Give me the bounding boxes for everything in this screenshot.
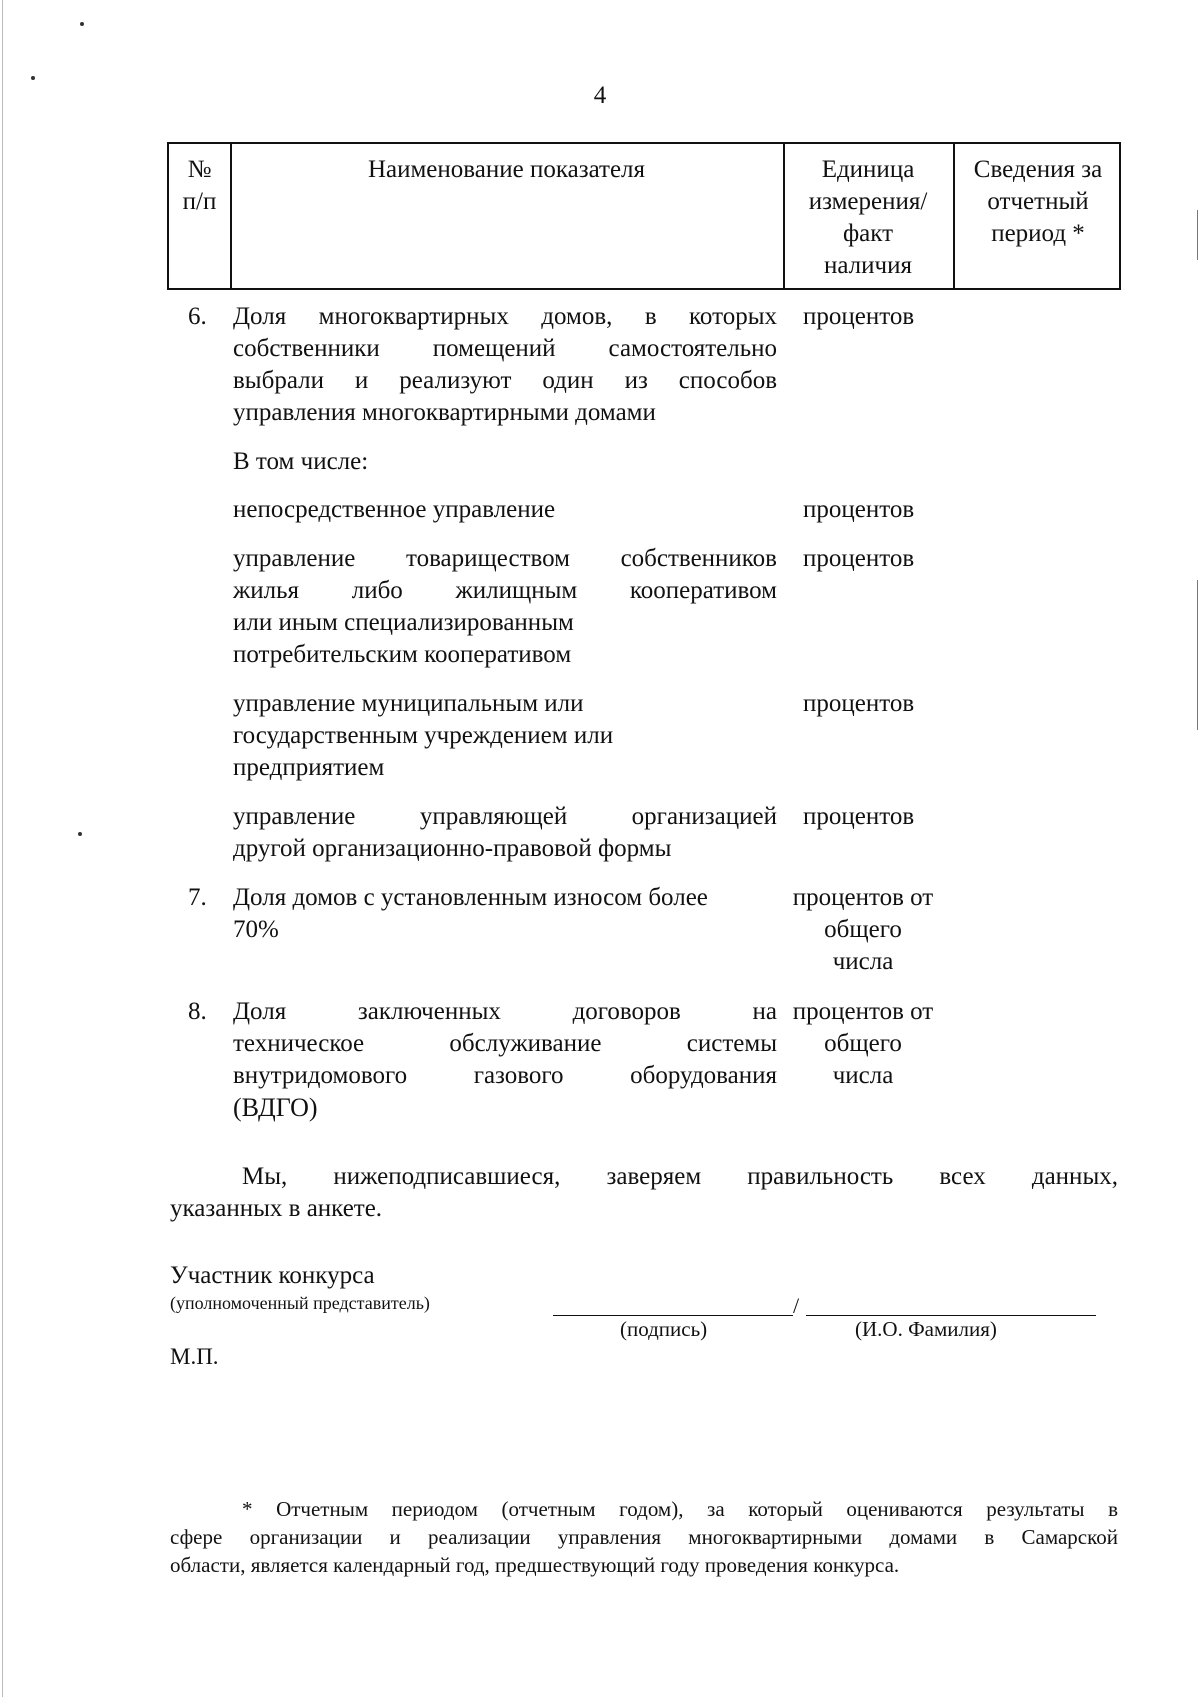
unit-line: общего — [824, 916, 902, 943]
row-number: 6. — [188, 303, 207, 330]
header-number — [169, 154, 230, 218]
row-number: 8. — [188, 998, 207, 1025]
header-indicator-name-line: Наименование показателя — [367, 156, 646, 183]
unit-line: числа — [832, 1062, 894, 1089]
text-line: Доля домов с установленным износом более — [233, 884, 708, 911]
unit-line: общего — [824, 1030, 902, 1057]
table-header — [167, 142, 1121, 290]
text-line: собственники помещений самостоятельно — [233, 335, 777, 362]
scan-edge-mark — [1197, 210, 1198, 260]
footnote-line: * Отчетным периодом (отчетным годом), за который оцениваются результаты в — [242, 1497, 1118, 1521]
unit-line: числа — [832, 948, 894, 975]
unit-line: процентов от — [792, 998, 934, 1025]
scan-speck — [80, 22, 84, 26]
header-indicator-name — [230, 154, 783, 186]
header-period-line: период * — [991, 220, 1085, 247]
subrow-direct-management: непосредственное управление — [233, 496, 556, 523]
subrow-hoa-management — [233, 543, 777, 671]
row-number: 7. — [188, 884, 207, 911]
subrow-municipal-management-unit: процентов — [803, 690, 915, 717]
header-unit-line: наличия — [823, 252, 912, 279]
text-line: техническое обслуживание системы — [233, 1030, 777, 1057]
header-number-line: № — [187, 156, 212, 183]
text-line: или иным специализированным — [233, 609, 574, 636]
page-number: 4 — [593, 82, 607, 109]
representative-label: (уполномоченный представитель) — [170, 1293, 430, 1313]
header-period-value — [953, 154, 1123, 250]
certification-paragraph — [170, 1161, 1118, 1225]
footnote-line: области, является календарный год, предшествующий году проведения конкурса. — [170, 1553, 900, 1577]
text-line: внутридомового газового оборудования — [233, 1062, 777, 1089]
text-line: выбрали и реализуют один из способов — [233, 367, 777, 394]
text-line: Мы, нижеподписавшиеся, заверяем правильность всех данных, — [242, 1163, 1118, 1190]
footnote — [170, 1495, 1118, 1579]
text-line: предприятием — [233, 754, 385, 781]
header-unit-line: измерения/ — [808, 188, 928, 215]
row-8-text — [233, 996, 777, 1124]
header-unit-line: факт — [842, 220, 894, 247]
including-label: В том числе: — [233, 448, 369, 475]
scan-edge-mark — [2, 0, 3, 1697]
signature-caption: (подпись) — [620, 1317, 708, 1341]
text-line: управление товариществом собственников — [233, 545, 777, 572]
row-6-text — [233, 301, 777, 429]
row-6-unit: процентов — [803, 303, 915, 330]
header-unit — [783, 154, 953, 282]
text-line: указанных в анкете. — [170, 1195, 383, 1222]
name-line — [806, 1315, 1096, 1316]
header-period-line: отчетный — [987, 188, 1089, 215]
subrow-hoa-management-unit: процентов — [803, 545, 915, 572]
row-8-unit — [783, 996, 943, 1092]
unit-line: процентов от — [792, 884, 934, 911]
text-line: управление муниципальным или — [233, 690, 584, 717]
header-unit-line: Единица — [821, 156, 915, 183]
subrow-company-management-unit: процентов — [803, 803, 915, 830]
footnote-line: сфере организации и реализации управления многоквартирными домами в Самарской — [170, 1525, 1118, 1549]
subrow-company-management — [233, 801, 777, 865]
scan-speck — [78, 832, 82, 836]
signature-slash: / — [793, 1293, 800, 1318]
text-line: 70% — [233, 916, 279, 943]
text-line: Доля многоквартирных домов, в которых — [233, 303, 777, 330]
header-number-line: п/п — [182, 188, 217, 215]
subrow-direct-management-unit: процентов — [803, 496, 915, 523]
header-period-line: Сведения за — [973, 156, 1103, 183]
row-7-text — [233, 882, 777, 946]
text-line: потребительским кооперативом — [233, 641, 572, 668]
stamp-label: М.П. — [170, 1344, 219, 1369]
text-line: Доля заключенных договоров на — [233, 998, 777, 1025]
participant-label: Участник конкурса — [170, 1262, 375, 1289]
text-line: жилья либо жилищным кооперативом — [233, 577, 777, 604]
scan-edge-mark — [1197, 580, 1198, 730]
text-line: другой организационно-правовой формы — [233, 835, 672, 862]
signature-line — [553, 1315, 793, 1316]
text-line: управления многоквартирными домами — [233, 399, 656, 426]
text-line: (ВДГО) — [233, 1093, 318, 1122]
name-caption: (И.О. Фамилия) — [855, 1317, 997, 1341]
text-line: управление управляющей организацией — [233, 803, 777, 830]
row-7-unit — [783, 882, 943, 978]
subrow-municipal-management — [233, 688, 777, 784]
scan-speck — [31, 76, 35, 80]
text-line: государственным учреждением или — [233, 722, 614, 749]
